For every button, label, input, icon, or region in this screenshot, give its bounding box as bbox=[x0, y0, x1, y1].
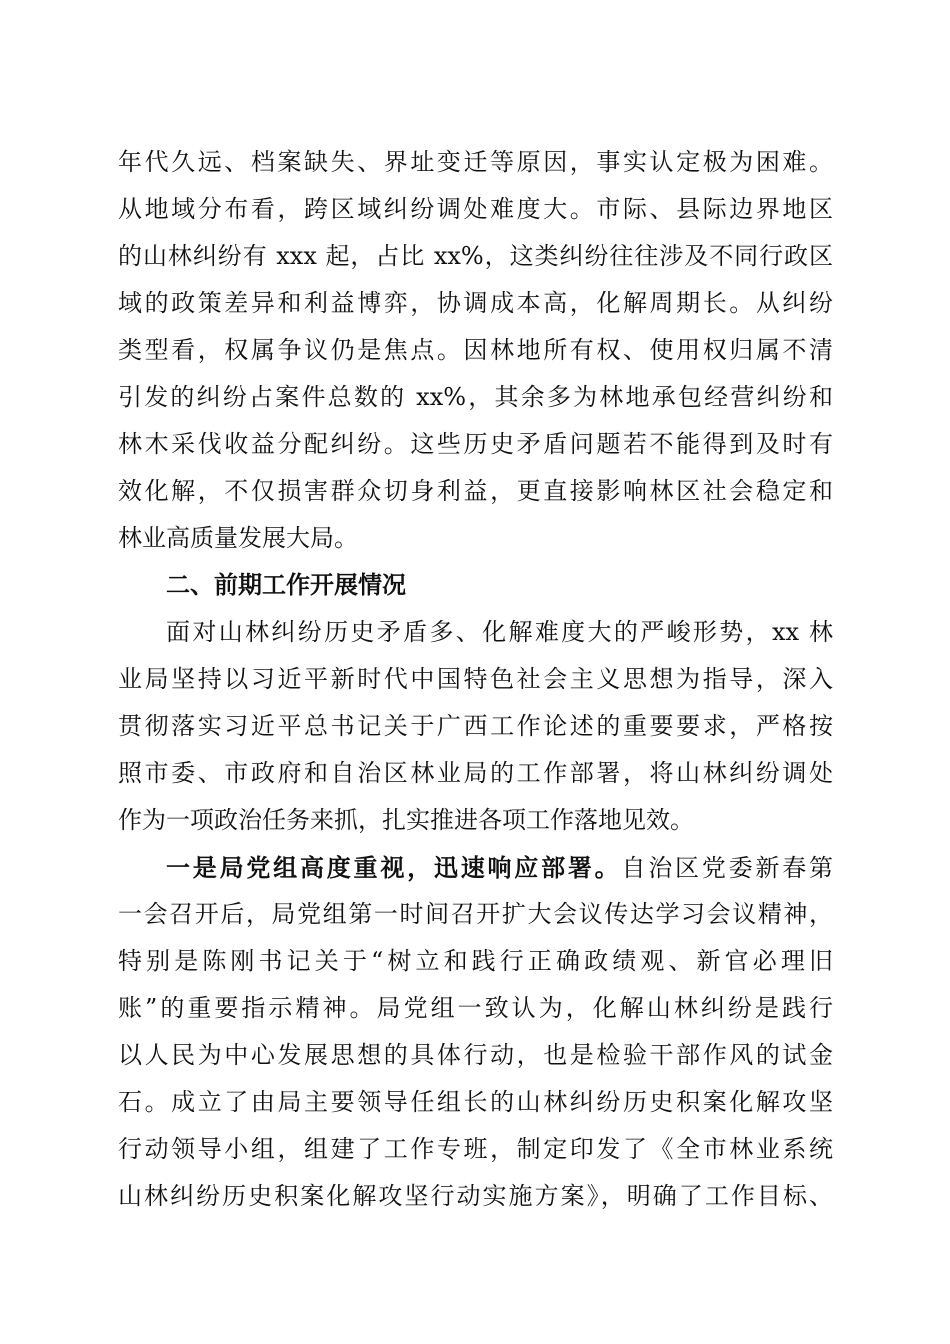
paragraph-line: 以人民为中心发展思想的具体行动，也是检验干部作风的试金 bbox=[118, 1041, 833, 1069]
paragraph-line: 引发的纠纷占案件总数的 xx%，其余多为林地承包经营纠纷和 bbox=[118, 383, 833, 411]
paragraph-line: 石。成立了由局主要领导任组长的山林纠纷历史积案化解攻坚 bbox=[118, 1088, 833, 1116]
paragraph-line: 特别是陈刚书记关于“树立和践行正确政绩观、新官必理旧 bbox=[118, 947, 833, 975]
paragraph-line: 山林纠纷历史积案化解攻坚行动实施方案》，明确了工作目标、 bbox=[118, 1182, 833, 1210]
paragraph-line: 的山林纠纷有 xxx 起，占比 xx%，这类纠纷往往涉及不同行政区 bbox=[118, 242, 833, 270]
paragraph-line: 林木采伐收益分配纠纷。这些历史矛盾问题若不能得到及时有 bbox=[118, 430, 833, 458]
section-heading: 二、前期工作开展情况 bbox=[166, 571, 406, 599]
paragraph-line: 一会召开后，局党组第一时间召开扩大会议传达学习会议精神， bbox=[118, 900, 833, 928]
paragraph-lead-bold: 一是局党组高度重视，迅速响应部署。 bbox=[166, 853, 622, 882]
paragraph-line: 照市委、市政府和自治区林业局的工作部署，将山林纠纷调处 bbox=[118, 759, 833, 787]
paragraph-line: 业局坚持以习近平新时代中国特色社会主义思想为指导，深入 bbox=[118, 665, 833, 693]
paragraph-line: 域的政策差异和利益博弈，协调成本高，化解周期长。从纠纷 bbox=[118, 289, 833, 317]
paragraph-line: 林业高质量发展大局。 bbox=[118, 524, 358, 552]
paragraph-line: 效化解，不仅损害群众切身利益，更直接影响林区社会稳定和 bbox=[118, 477, 833, 505]
paragraph-line-rest: 自治区党委新春第 bbox=[621, 854, 834, 882]
paragraph-line: 年代久远、档案缺失、界址变迁等原因，事实认定极为困难。 bbox=[118, 148, 833, 176]
document-body bbox=[118, 139, 833, 1220]
paragraph-line: 账”的重要指示精神。局党组一致认为，化解山林纠纷是践行 bbox=[118, 994, 833, 1022]
paragraph-line: 贯彻落实习近平总书记关于广西工作论述的重要要求，严格按 bbox=[118, 712, 833, 740]
paragraph-line: 作为一项政治任务来抓，扎实推进各项工作落地见效。 bbox=[118, 806, 694, 834]
paragraph-line: 从地域分布看，跨区域纠纷调处难度大。市际、县际边界地区 bbox=[118, 195, 833, 223]
paragraph-line bbox=[118, 844, 833, 891]
paragraph-line: 类型看，权属争议仍是焦点。因林地所有权、使用权归属不清 bbox=[118, 336, 833, 364]
paragraph-line: 面对山林纠纷历史矛盾多、化解难度大的严峻形势，xx 林 bbox=[166, 618, 833, 646]
paragraph-line: 行动领导小组，组建了工作专班，制定印发了《全市林业系统 bbox=[118, 1135, 833, 1163]
